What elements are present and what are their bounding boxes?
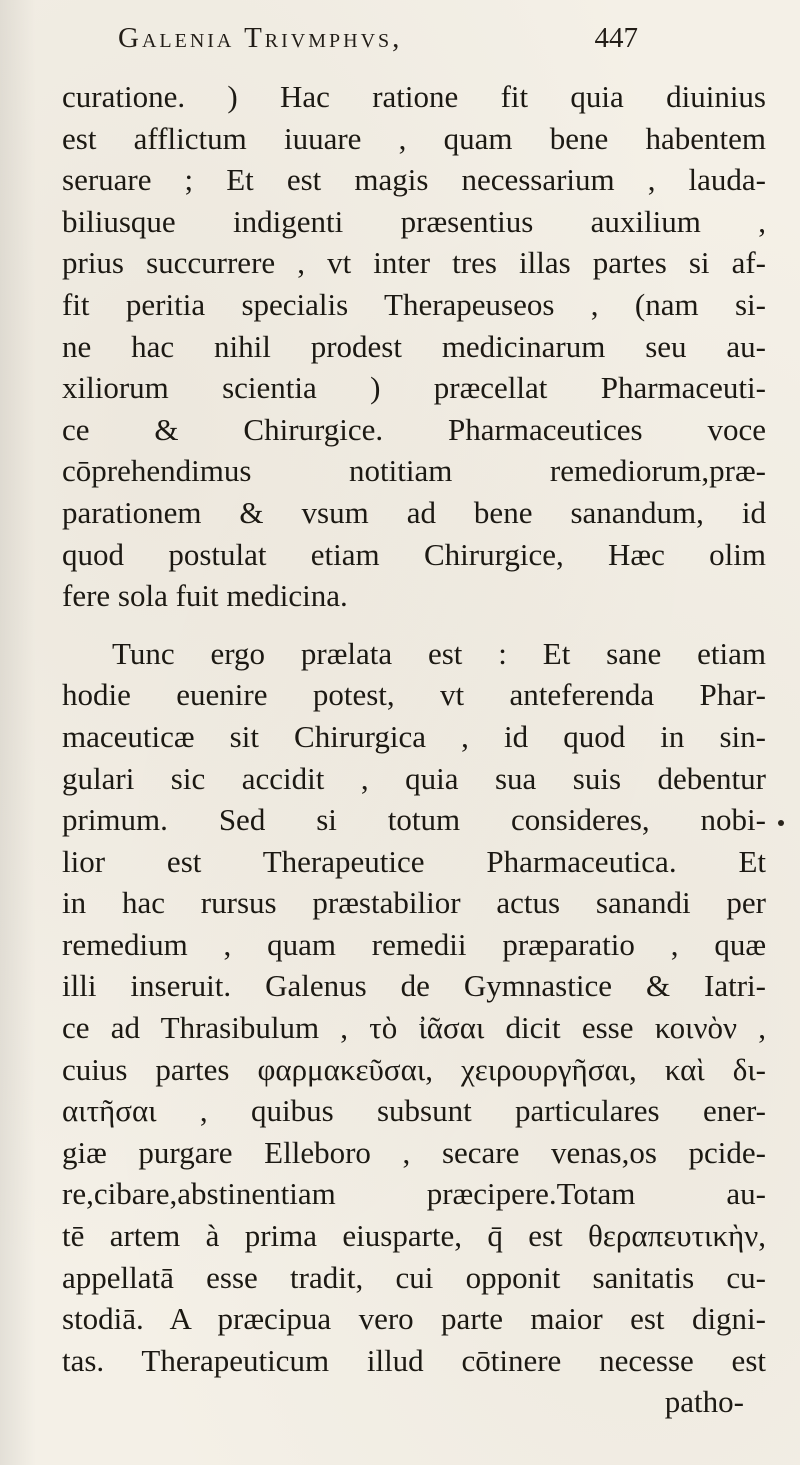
text-line: parationem & vsum ad bene sanandum, id xyxy=(62,494,766,530)
text-line: cuius partes φαρμακεῦσαι, χειρουργῆσαι, καὶ δι- xyxy=(62,1051,766,1087)
catchword: patho- xyxy=(664,1384,744,1420)
text-line: cōprehendimus notitiam remediorum,præ- xyxy=(62,453,766,489)
text-line: tē artem à prima eiusparte, q̄ est θεραπευτικὴν, xyxy=(62,1218,766,1254)
text-line: fere sola fuit medicina. xyxy=(62,578,348,614)
text-line: est afflictum iuuare , quam bene habentem xyxy=(62,120,766,156)
margin-ink-dot xyxy=(778,820,784,826)
text-line: in hac rursus præstabilior actus sanandi per xyxy=(62,885,766,921)
text-line: ce ad Thrasibulum , τὸ ἰᾶσαι dicit esse κοινὸν , xyxy=(62,1010,766,1046)
text-line: illi inseruit. Galenus de Gymnastice & Iatri- xyxy=(62,968,766,1004)
text-line: hodie euenire potest, vt anteferenda Phar- xyxy=(62,677,766,713)
text-line: ce & Chirurgice. Pharmaceutices voce xyxy=(62,411,766,447)
paragraph-2 xyxy=(62,633,766,1382)
text-line: re,cibare,abstinentiam præcipere.Totam au- xyxy=(62,1176,766,1212)
text-line: biliusque indigenti præsentius auxilium , xyxy=(62,203,766,239)
text-line: Tunc ergo prælata est : Et sane etiam xyxy=(112,635,766,671)
page-number: 447 xyxy=(594,22,638,54)
text-line: curatione. ) Hac ratione fit quia diuinius xyxy=(62,79,766,114)
text-line: appellatā esse tradit, cui opponit sanitatis cu- xyxy=(62,1259,766,1295)
text-line: gulari sic accidit , quia sua suis debentur xyxy=(62,760,766,796)
main-text xyxy=(62,76,766,1423)
text-line: remedium , quam remedii præparatio , quæ xyxy=(62,926,766,962)
text-line: lior est Therapeutice Pharmaceutica. Et xyxy=(62,843,766,879)
text-line: xiliorum scientia ) præcellat Pharmaceuti- xyxy=(62,370,766,406)
running-title: Galenia Trivmphvs, xyxy=(118,22,403,54)
text-line: ne hac nihil prodest medicinarum seu au- xyxy=(62,328,766,364)
paragraph-gap xyxy=(62,617,766,633)
text-line: maceuticæ sit Chirurgica , id quod in sin- xyxy=(62,718,766,754)
text-line: fit peritia specialis Therapeuseos , (nam si- xyxy=(62,286,766,322)
text-line: prius succurrere , vt inter tres illas partes si af- xyxy=(62,245,766,281)
gutter-shadow xyxy=(0,0,36,1465)
text-line: seruare ; Et est magis necessarium , lauda- xyxy=(62,162,766,198)
text-line: quod postulat etiam Chirurgice, Hæc olim xyxy=(62,536,766,572)
running-head xyxy=(118,22,638,62)
paragraph-1 xyxy=(62,76,766,617)
text-line: αιτῆσαι , quibus subsunt particulares ener- xyxy=(62,1093,766,1129)
text-line: primum. Sed si totum consideres, nobi- xyxy=(62,802,766,838)
text-line: stodiā. A præcipua vero parte maior est digni- xyxy=(62,1301,766,1337)
text-line: giæ purgare Elleboro , secare venas,os pcide- xyxy=(62,1134,766,1170)
text-line: tas. Therapeuticum illud cōtinere necesse est xyxy=(62,1342,766,1378)
